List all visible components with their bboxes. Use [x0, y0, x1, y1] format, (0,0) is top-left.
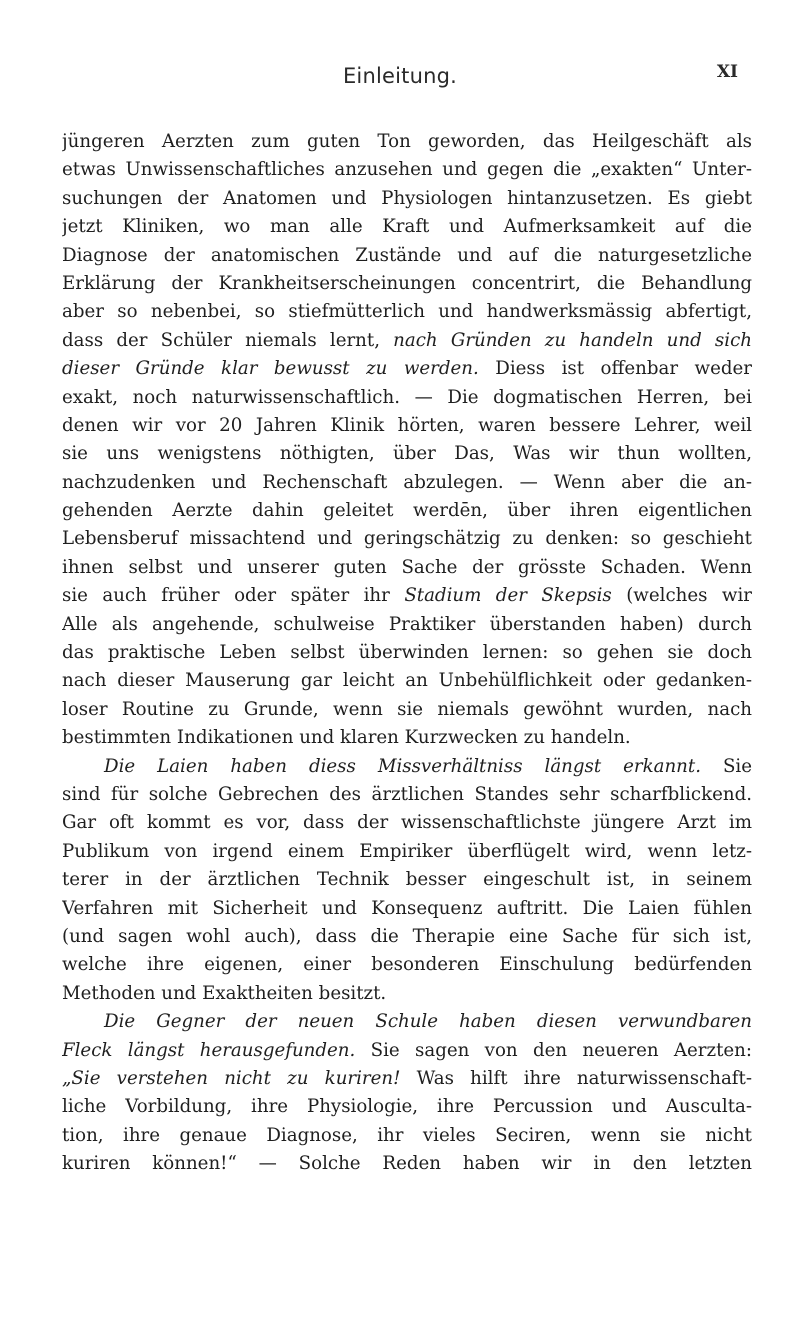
text-line: dass der Schüler niemals lernt, nach Gründen zu handeln und sich [62, 329, 752, 351]
text-line: nachzudenken und Rechenschaft abzulegen. — Wenn aber die an- [62, 471, 752, 493]
text-line: Lebensberuf missachtend und geringschätzig zu denken: so geschieht [62, 528, 752, 550]
text-line: etwas Unwissenschaftliches anzusehen und gegen die „exakten“ Unter- [62, 159, 752, 181]
page-number: XI [716, 62, 738, 82]
emphasis: Die Gegner der neuen Schule haben diesen verwundbaren [104, 1011, 752, 1033]
emphasis: nach Gründen zu handeln und sich [393, 329, 752, 351]
text-line: tion, ihre genaue Diagnose, ihr vieles Seciren, wenn sie nicht [62, 1124, 752, 1146]
paragraph-start [62, 1008, 752, 1036]
emphasis: Fleck längst herausgefunden. [62, 1039, 356, 1061]
text-line: loser Routine zu Grunde, wenn sie niemals gewöhnt wurden, nach [62, 698, 752, 720]
text-line: bestimmten Indikationen und klaren Kurzwecken zu handeln. [62, 727, 631, 749]
text-line: dieser Gründe klar bewusst zu werden. Diess ist offenbar weder [62, 358, 752, 380]
text-line: (und sagen wohl auch), dass die Therapie eine Sache für sich ist, [62, 925, 752, 947]
body-text [62, 128, 752, 1178]
text-line: kuriren können!“ — Solche Reden haben wir in den letzten [62, 1153, 752, 1175]
emphasis: dieser Gründe klar bewusst zu werden. [62, 358, 479, 380]
text-line: jetzt Kliniken, wo man alle Kraft und Aufmerksamkeit auf die [62, 216, 752, 238]
text-line: terer in der ärztlichen Technik besser eingeschult ist, in seinem [62, 869, 752, 891]
emphasis: Die Laien haben diess Missverhältniss längst erkannt. [104, 755, 701, 777]
text-line: denen wir vor 20 Jahren Klinik hörten, waren bessere Lehrer, weil [62, 414, 752, 436]
text-line: Diagnose der anatomischen Zustände und auf die naturgesetzliche [62, 244, 752, 266]
emphasis: „Sie verstehen nicht zu kuriren! [62, 1067, 401, 1089]
text-line: sie auch früher oder später ihr Stadium der Skepsis (welches wir [62, 585, 752, 607]
text-line: Erklärung der Krankheitserscheinungen concentrirt, die Behandlung [62, 272, 752, 294]
text-line: gehenden Aerzte dahin geleitet werdēn, über ihren eigentlichen [62, 500, 752, 522]
text-line: liche Vorbildung, ihre Physiologie, ihre Percussion und Ausculta- [62, 1096, 752, 1118]
text-line: suchungen der Anatomen und Physiologen hintanzusetzen. Es giebt [62, 187, 752, 209]
text-line: Gar oft kommt es vor, dass der wissenschaftlichste jüngere Arzt im [62, 812, 752, 834]
running-head [0, 60, 800, 90]
emphasis: Stadium der Skepsis [404, 585, 612, 607]
text-line: jüngeren Aerzten zum guten Ton geworden, das Heilgeschäft als [62, 131, 752, 152]
text-line: exakt, noch naturwissenschaftlich. — Die dogmatischen Herren, bei [62, 386, 752, 408]
text-line: sie uns wenigstens nöthigten, über Das, Was wir thun wollten, [62, 443, 752, 465]
paragraph-start: Die Laien haben diess Missverhältniss längst erkannt. Sie [104, 755, 752, 777]
running-title: Einleitung. [342, 64, 458, 88]
text-line: Methoden und Exaktheiten besitzt. [62, 982, 387, 1004]
text-line: sind für solche Gebrechen des ärztlichen Standes sehr scharfblickend. [62, 783, 752, 805]
text-line: das praktische Leben selbst überwinden lernen: so gehen sie doch [62, 642, 752, 664]
text-line: Verfahren mit Sicherheit und Konsequenz auftritt. Die Laien fühlen [62, 897, 752, 919]
text-line: ihnen selbst und unserer guten Sache der grösste Schaden. Wenn [62, 556, 752, 578]
text-line: nach dieser Mauserung gar leicht an Unbehülflichkeit oder gedanken- [62, 670, 752, 692]
text-line: welche ihre eigenen, einer besonderen Einschulung bedürfenden [62, 954, 752, 976]
text-line: Alle als angehende, schulweise Praktiker überstanden haben) durch [62, 613, 752, 635]
text-line: Fleck längst herausgefunden. Sie sagen von den neueren Aerzten: [62, 1039, 752, 1061]
text-line: aber so nebenbei, so stiefmütterlich und handwerksmässig abfertigt, [62, 301, 752, 323]
text-line: Publikum von irgend einem Empiriker überflügelt wird, wenn letz- [62, 840, 752, 862]
text-line: „Sie verstehen nicht zu kuriren! Was hilft ihre naturwissenschaft- [62, 1067, 752, 1089]
